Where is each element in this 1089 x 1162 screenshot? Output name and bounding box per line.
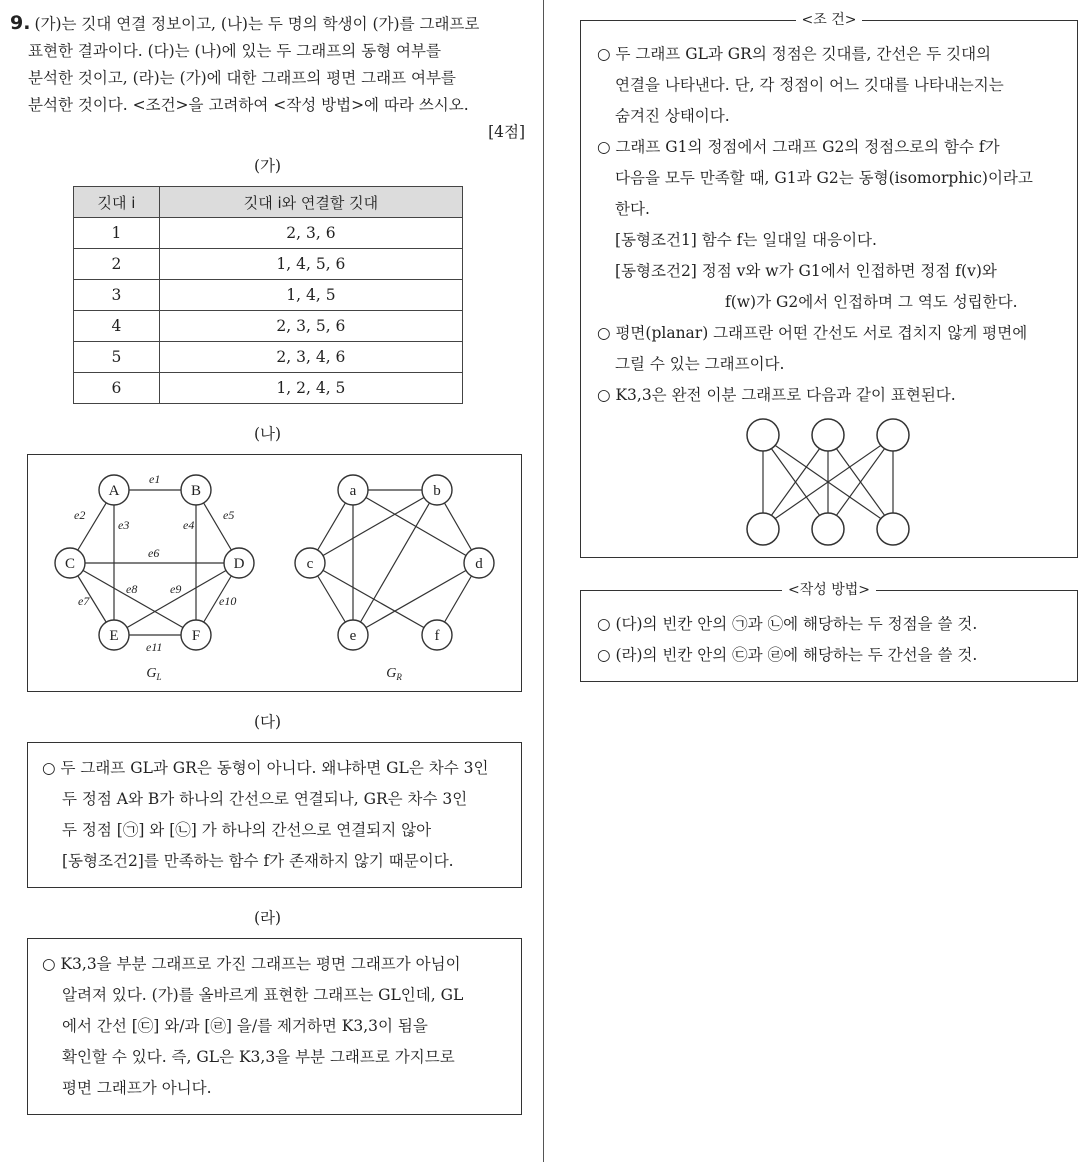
- gl-node-label: C: [64, 556, 76, 572]
- graphs-svg: [28, 455, 521, 691]
- k33-node: [747, 513, 779, 545]
- column-divider: [543, 0, 544, 1162]
- method-line: ○ (다)의 빈칸 안의 ㉠과 ㉡에 해당하는 두 정점을 쓸 것.: [597, 615, 978, 633]
- method-title: <작성 방법>: [581, 581, 1077, 599]
- table-cell: 2, 3, 4, 6: [160, 342, 462, 373]
- left-column: [10, 10, 525, 1115]
- k33-node: [812, 419, 844, 451]
- table-cell: 2, 3, 6: [160, 218, 462, 249]
- table-cell: 3: [73, 280, 160, 311]
- table-header-pole: 깃대 i: [73, 187, 160, 218]
- intro-line-4: 분석한 것이다. <조건>을 고려하여 <작성 방법>에 따라 쓰시오.: [28, 96, 469, 114]
- condition-line: [동형조건2] 정점 v와 w가 G1에서 인접하면 정점 f(v)와: [615, 262, 997, 280]
- gl-node-label: A: [108, 483, 120, 499]
- gr-edge: [310, 563, 437, 635]
- section-da-label: (다): [253, 713, 282, 731]
- table-cell: 6: [73, 373, 160, 404]
- table-cell: 1, 4, 5, 6: [160, 249, 462, 280]
- table-cell: 1, 4, 5: [160, 280, 462, 311]
- intro-line-2: 표현한 결과이다. (다)는 (나)에 있는 두 그래프의 동형 여부를: [28, 42, 441, 60]
- gr-node-label: d: [475, 556, 483, 572]
- gr-node-label: f: [434, 628, 440, 644]
- points: [4점]: [488, 123, 525, 141]
- da-line-1: ○ 두 그래프 GL과 GR은 동형이 아니다. 왜냐하면 GL은 차수 3인: [42, 759, 489, 777]
- da-line-4: [동형조건2]를 만족하는 함수 f가 존재하지 않기 때문이다.: [62, 852, 454, 870]
- section-na-label: (나): [253, 425, 282, 443]
- question-intro: [10, 10, 525, 119]
- question-number: 9.: [10, 12, 31, 34]
- table-row: [73, 373, 462, 404]
- table-row: [73, 249, 462, 280]
- table-row: [73, 311, 462, 342]
- condition-line: 다음을 모두 만족할 때, G1과 G2는 동형(isomorphic)이라고: [615, 169, 1033, 187]
- edge-label: e11: [146, 640, 163, 654]
- flagpole-table: [73, 186, 463, 404]
- method-line: ○ (라)의 빈칸 안의 ㉢과 ㉣에 해당하는 두 간선을 쓸 것.: [597, 646, 978, 664]
- table-cell: 4: [73, 311, 160, 342]
- table-header-connect: 깃대 i와 연결할 깃대: [160, 187, 462, 218]
- ra-line-4: 확인할 수 있다. 즉, GL은 K3,3을 부분 그래프로 가지므로: [62, 1048, 455, 1066]
- gl-node-label: D: [233, 556, 245, 572]
- condition-line: ○ 두 그래프 GL과 GR의 정점은 깃대를, 간선은 두 깃대의: [597, 45, 992, 63]
- gr-edge: [310, 490, 437, 563]
- method-text: [581, 591, 1077, 681]
- condition-line: ○ K3,3은 완전 이분 그래프로 다음과 같이 표현된다.: [597, 386, 956, 404]
- table-row: [73, 218, 462, 249]
- table-cell: 5: [73, 342, 160, 373]
- ra-line-3: 에서 간선 [㉢] 와/과 [㉣] 을/를 제거하면 K3,3이 됨을: [62, 1017, 428, 1035]
- conditions-box: [580, 12, 1078, 558]
- graphs-box: [27, 454, 522, 692]
- gr-node-label: b: [433, 483, 441, 499]
- condition-line: f(w)가 G2에서 인접하며 그 역도 성립한다.: [725, 293, 1018, 311]
- section-ra-box: [27, 938, 522, 1115]
- right-column: [580, 10, 1078, 682]
- method-box: [580, 582, 1078, 682]
- condition-line: 그릴 수 있는 그래프이다.: [615, 355, 785, 373]
- edge-label: e10: [219, 594, 237, 608]
- gr-node-label: e: [349, 628, 357, 644]
- k33-node: [877, 513, 909, 545]
- condition-line: ○ 그래프 G1의 정점에서 그래프 G2의 정점으로의 함수 f가: [597, 138, 1000, 156]
- gr-edge: [353, 490, 437, 635]
- gl-node-label: B: [190, 483, 202, 499]
- section-ga-label: (가): [253, 157, 282, 175]
- gl-node-label: E: [109, 628, 119, 644]
- conditions-text: [581, 21, 1077, 557]
- edge-label: e2: [74, 508, 86, 522]
- da-line-3: 두 정점 [㉠] 와 [㉡] 가 하나의 간선으로 연결되지 않아: [62, 821, 432, 839]
- ra-line-1: ○ K3,3을 부분 그래프로 가진 그래프는 평면 그래프가 아님이: [42, 955, 461, 973]
- ra-line-2: 알려져 있다. (가)를 올바르게 표현한 그래프는 GL인데, GL: [62, 986, 464, 1004]
- intro-line-1: (가)는 깃대 연결 정보이고, (나)는 두 명의 학생이 (가)를 그래프로: [34, 15, 480, 33]
- condition-line: 연결을 나타낸다. 단, 각 정점이 어느 깃대를 나타내는지는: [615, 76, 1004, 94]
- gr-edge: [353, 563, 479, 635]
- table-cell: 1, 2, 4, 5: [160, 373, 462, 404]
- condition-line: 숨겨진 상태이다.: [615, 107, 730, 125]
- edge-label: e3: [118, 518, 130, 532]
- k33-diagram: [730, 417, 930, 547]
- table-row: [73, 342, 462, 373]
- da-line-2: 두 정점 A와 B가 하나의 간선으로 연결되나, GR은 차수 3인: [62, 790, 468, 808]
- edge-label: e9: [170, 582, 182, 596]
- edge-label: e8: [126, 582, 138, 596]
- k33-node: [877, 419, 909, 451]
- k33-node: [812, 513, 844, 545]
- condition-line: [동형조건1] 함수 f는 일대일 대응이다.: [615, 231, 877, 249]
- gr-node-label: a: [349, 483, 357, 499]
- gr-node-label: c: [306, 556, 314, 572]
- gr-graph-name: $G_R$: [386, 666, 402, 682]
- edge-label: e5: [223, 508, 235, 522]
- edge-label: e4: [183, 518, 195, 532]
- table-cell: 1: [73, 218, 160, 249]
- k33-node: [747, 419, 779, 451]
- section-da-box: [27, 742, 522, 888]
- section-ra-label: (라): [253, 909, 282, 927]
- ra-line-5: 평면 그래프가 아니다.: [62, 1079, 212, 1097]
- edge-label: e1: [149, 472, 161, 486]
- condition-line: 한다.: [615, 200, 650, 218]
- condition-line: ○ 평면(planar) 그래프란 어떤 간선도 서로 겹치지 않게 평면에: [597, 324, 1028, 342]
- gl-node-label: F: [191, 628, 201, 644]
- intro-line-3: 분석한 것이고, (라)는 (가)에 대한 그래프의 평면 그래프 여부를: [28, 69, 456, 87]
- conditions-title: <조 건>: [581, 11, 1077, 29]
- gl-graph-name: $G_L$: [146, 666, 162, 682]
- table-row: [73, 280, 462, 311]
- table-cell: 2: [73, 249, 160, 280]
- table-header-row: [73, 187, 462, 218]
- edge-label: e6: [148, 546, 160, 560]
- table-cell: 2, 3, 5, 6: [160, 311, 462, 342]
- edge-label: e7: [78, 594, 90, 608]
